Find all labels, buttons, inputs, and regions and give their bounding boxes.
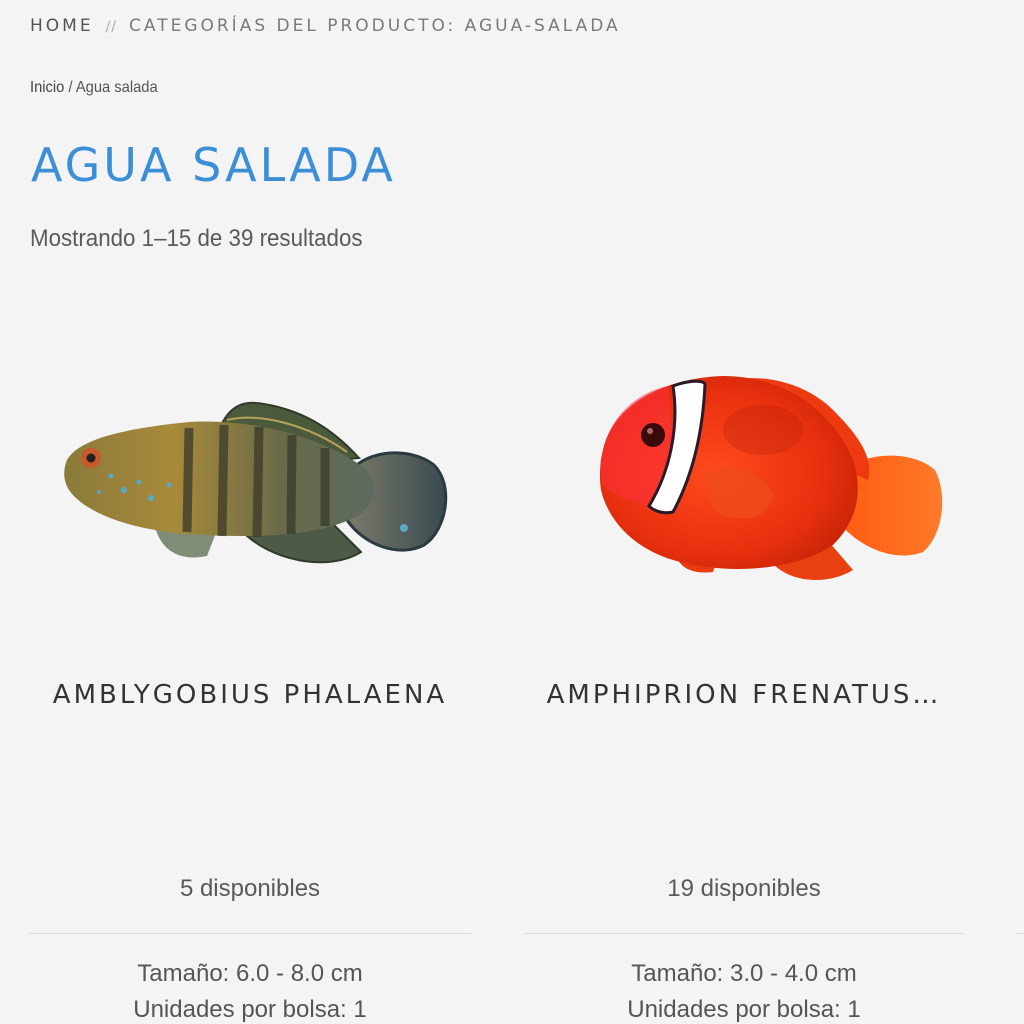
page-title: AGUA SALADA [31, 138, 396, 192]
product-units: Unidades por bolsa: 1 [627, 996, 861, 1023]
breadcrumb [30, 79, 158, 97]
top-breadcrumb-home-link[interactable]: HOME [30, 16, 94, 36]
stock-status: 5 disponibles [179, 875, 321, 902]
product-card[interactable] [523, 300, 965, 1024]
product-size: Tamaño: 3.0 - 4.0 cm [631, 960, 857, 987]
breadcrumb-separator: / [64, 79, 76, 96]
product-units: Unidades por bolsa: 1 [133, 996, 367, 1023]
divider [1017, 933, 1024, 934]
stock-status: 19 disponibles [667, 875, 821, 902]
clownfish-icon [523, 300, 965, 660]
goby-fish-icon [29, 300, 471, 660]
top-breadcrumb-separator: // [105, 19, 118, 35]
breadcrumb-home-link[interactable]: Inicio [30, 79, 65, 96]
product-card[interactable] [29, 300, 471, 1024]
top-breadcrumb [30, 16, 621, 36]
product-title[interactable]: AMPHIPRION FRENATUS… [546, 680, 942, 710]
product-image-link[interactable] [523, 300, 965, 660]
product-size: Tamaño: 6.0 - 8.0 cm [137, 960, 363, 987]
top-breadcrumb-category: CATEGORÍAS DEL PRODUCTO: AGUA-SALADA [129, 16, 621, 36]
breadcrumb-current: Agua salada [75, 79, 158, 96]
divider [523, 933, 965, 934]
divider [29, 933, 471, 934]
product-image-link[interactable] [29, 300, 471, 660]
product-title[interactable]: AMBLYGOBIUS PHALAENA [52, 680, 448, 710]
result-count: Mostrando 1–15 de 39 resultados [30, 225, 363, 252]
